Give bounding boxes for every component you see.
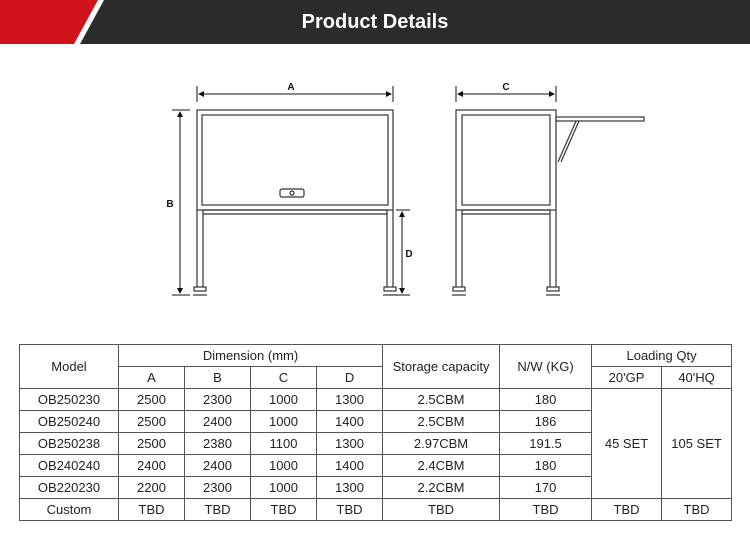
dim-col-d: D xyxy=(317,367,383,389)
cell-model: OB220230 xyxy=(20,477,119,499)
cell-b: TBD xyxy=(185,499,251,521)
cell-storage: TBD xyxy=(383,499,500,521)
cell-a: 2200 xyxy=(119,477,185,499)
dim-label-c: C xyxy=(502,82,510,93)
cell-c: 1000 xyxy=(251,411,317,433)
dim-label-a: A xyxy=(287,82,295,93)
cell-nw: 180 xyxy=(500,389,592,411)
cell-model: OB250230 xyxy=(20,389,119,411)
header-banner xyxy=(0,0,750,44)
front-view xyxy=(193,110,397,295)
spec-table xyxy=(19,344,732,521)
cell-c: 1100 xyxy=(251,433,317,455)
table-subheader-row xyxy=(20,367,732,389)
cell-loading-40hq: TBD xyxy=(662,499,732,521)
cell-c: 1000 xyxy=(251,477,317,499)
dim-label-b: B xyxy=(166,199,174,210)
cell-model: OB250238 xyxy=(20,433,119,455)
cell-a: TBD xyxy=(119,499,185,521)
cell-storage: 2.5CBM xyxy=(383,411,500,433)
cell-b: 2400 xyxy=(185,455,251,477)
dim-col-a: A xyxy=(119,367,185,389)
cell-storage: 2.2CBM xyxy=(383,477,500,499)
dim-col-c: C xyxy=(251,367,317,389)
cell-nw: 191.5 xyxy=(500,433,592,455)
loading-header: Loading Qty xyxy=(592,345,732,367)
cell-c: 1000 xyxy=(251,389,317,411)
cell-storage: 2.4CBM xyxy=(383,455,500,477)
loading-col-20gp: 20'GP xyxy=(592,367,662,389)
cell-d: 1400 xyxy=(317,411,383,433)
dim-label-d: D xyxy=(405,249,413,260)
dimension-header: Dimension (mm) xyxy=(119,345,383,367)
cell-b: 2400 xyxy=(185,411,251,433)
cell-d: TBD xyxy=(317,499,383,521)
cell-nw: TBD xyxy=(500,499,592,521)
cell-c: 1000 xyxy=(251,455,317,477)
loading-col-40hq: 40'HQ xyxy=(662,367,732,389)
cell-model: Custom xyxy=(20,499,119,521)
table-header-row xyxy=(20,345,732,367)
cell-nw: 186 xyxy=(500,411,592,433)
cell-d: 1300 xyxy=(317,389,383,411)
table-row-custom xyxy=(20,499,732,521)
cell-a: 2500 xyxy=(119,389,185,411)
cell-model: OB250240 xyxy=(20,411,119,433)
cell-model: OB240240 xyxy=(20,455,119,477)
cell-d: 1300 xyxy=(317,433,383,455)
cell-b: 2300 xyxy=(185,477,251,499)
table-row xyxy=(20,389,732,411)
cell-loading-20gp: TBD xyxy=(592,499,662,521)
model-header: Model xyxy=(20,345,119,389)
side-view xyxy=(452,110,644,295)
cell-a: 2500 xyxy=(119,411,185,433)
cell-a: 2500 xyxy=(119,433,185,455)
page-title: Product Details xyxy=(301,11,449,33)
cell-a: 2400 xyxy=(119,455,185,477)
dim-col-b: B xyxy=(185,367,251,389)
cell-b: 2380 xyxy=(185,433,251,455)
cell-nw: 180 xyxy=(500,455,592,477)
cell-c: TBD xyxy=(251,499,317,521)
cell-b: 2300 xyxy=(185,389,251,411)
cell-loading-20gp: 45 SET xyxy=(592,389,662,499)
nw-header: N/W (KG) xyxy=(500,345,592,389)
cell-storage: 2.97CBM xyxy=(383,433,500,455)
cell-nw: 170 xyxy=(500,477,592,499)
cell-d: 1300 xyxy=(317,477,383,499)
cell-d: 1400 xyxy=(317,455,383,477)
storage-header: Storage capacity xyxy=(383,345,500,389)
cell-loading-40hq: 105 SET xyxy=(662,389,732,499)
product-drawing xyxy=(0,44,750,314)
cell-storage: 2.5CBM xyxy=(383,389,500,411)
